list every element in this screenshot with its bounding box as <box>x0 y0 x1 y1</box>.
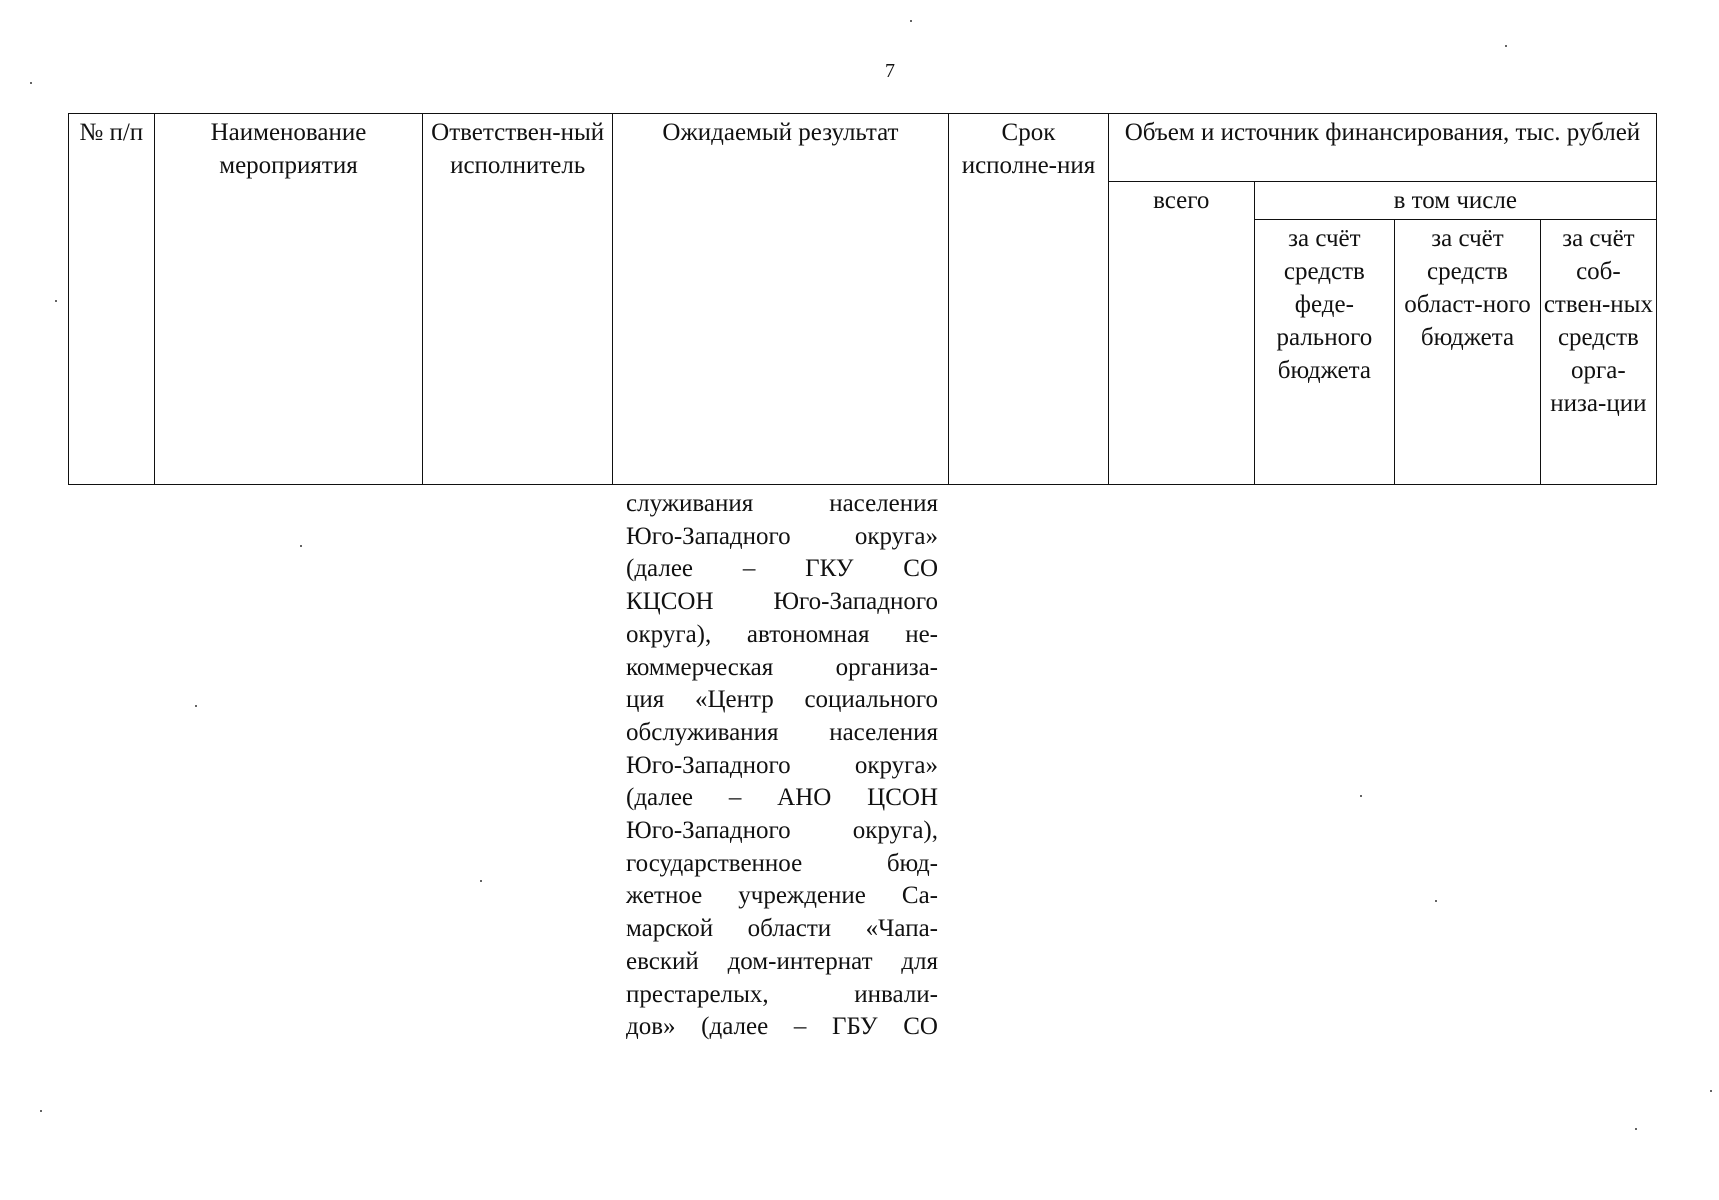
scan-speck <box>1360 795 1362 797</box>
continuation-line: Юго-Западного округа» <box>626 751 938 779</box>
page-number: 7 <box>885 60 895 82</box>
continuation-line: ция «Центр социального <box>626 686 938 714</box>
continuation-line: престарелых, инвали- <box>626 980 938 1008</box>
continuation-line: Юго-Западного округа» <box>626 522 938 550</box>
scan-speck <box>195 705 197 707</box>
scan-speck <box>1505 45 1507 47</box>
continuation-line: дов» (далее – ГБУ СО <box>626 1013 938 1041</box>
continuation-line: КЦСОН Юго-Западного <box>626 588 938 616</box>
continuation-line: служивания населения <box>626 490 938 517</box>
header-cell-including: в том числе <box>1254 182 1656 220</box>
header-cell-responsible: Ответствен-ный исполнитель <box>423 114 612 485</box>
continuation-line: Юго-Западного округа), <box>626 817 938 845</box>
scan-speck <box>30 82 32 84</box>
scan-speck <box>300 545 302 547</box>
header-cell-num: № п/п <box>69 114 155 485</box>
continuation-line: (далее – ГКУ СО <box>626 555 938 583</box>
scan-speck <box>1710 1090 1712 1092</box>
continuation-line: государственное бюд- <box>626 849 938 877</box>
continuation-line: округа), автономная не- <box>626 620 938 648</box>
expected-result-continuation <box>626 488 938 1044</box>
continuation-line: обслуживания населения <box>626 718 938 746</box>
header-cell-term: Срок исполне-ния <box>949 114 1109 485</box>
scan-speck <box>40 1110 42 1112</box>
header-table <box>68 113 1657 485</box>
header-cell-result: Ожидаемый результат <box>612 114 948 485</box>
header-cell-total: всего <box>1108 182 1254 485</box>
continuation-line: марской области «Чапа- <box>626 915 938 943</box>
header-cell-federal: за счёт средств феде-рального бюджета <box>1254 220 1395 485</box>
scan-speck <box>480 880 482 882</box>
continuation-line: коммерческая организа- <box>626 653 938 681</box>
header-cell-name: Наименование мероприятия <box>154 114 423 485</box>
scan-speck <box>1635 1128 1637 1130</box>
scan-speck <box>55 300 57 302</box>
continuation-line: евский дом-интернат для <box>626 947 938 975</box>
continuation-line: жетное учреждение Са- <box>626 882 938 910</box>
scan-speck <box>1435 900 1437 902</box>
header-cell-regional: за счёт средств област-ного бюджета <box>1395 220 1541 485</box>
header-cell-funding: Объем и источник финансирования, тыс. рублей <box>1108 114 1656 182</box>
scan-speck <box>910 20 912 22</box>
header-cell-own: за счёт соб-ствен-ных средств орга-низа-ции <box>1540 220 1656 485</box>
continuation-line: (далее – АНО ЦСОН <box>626 784 938 812</box>
